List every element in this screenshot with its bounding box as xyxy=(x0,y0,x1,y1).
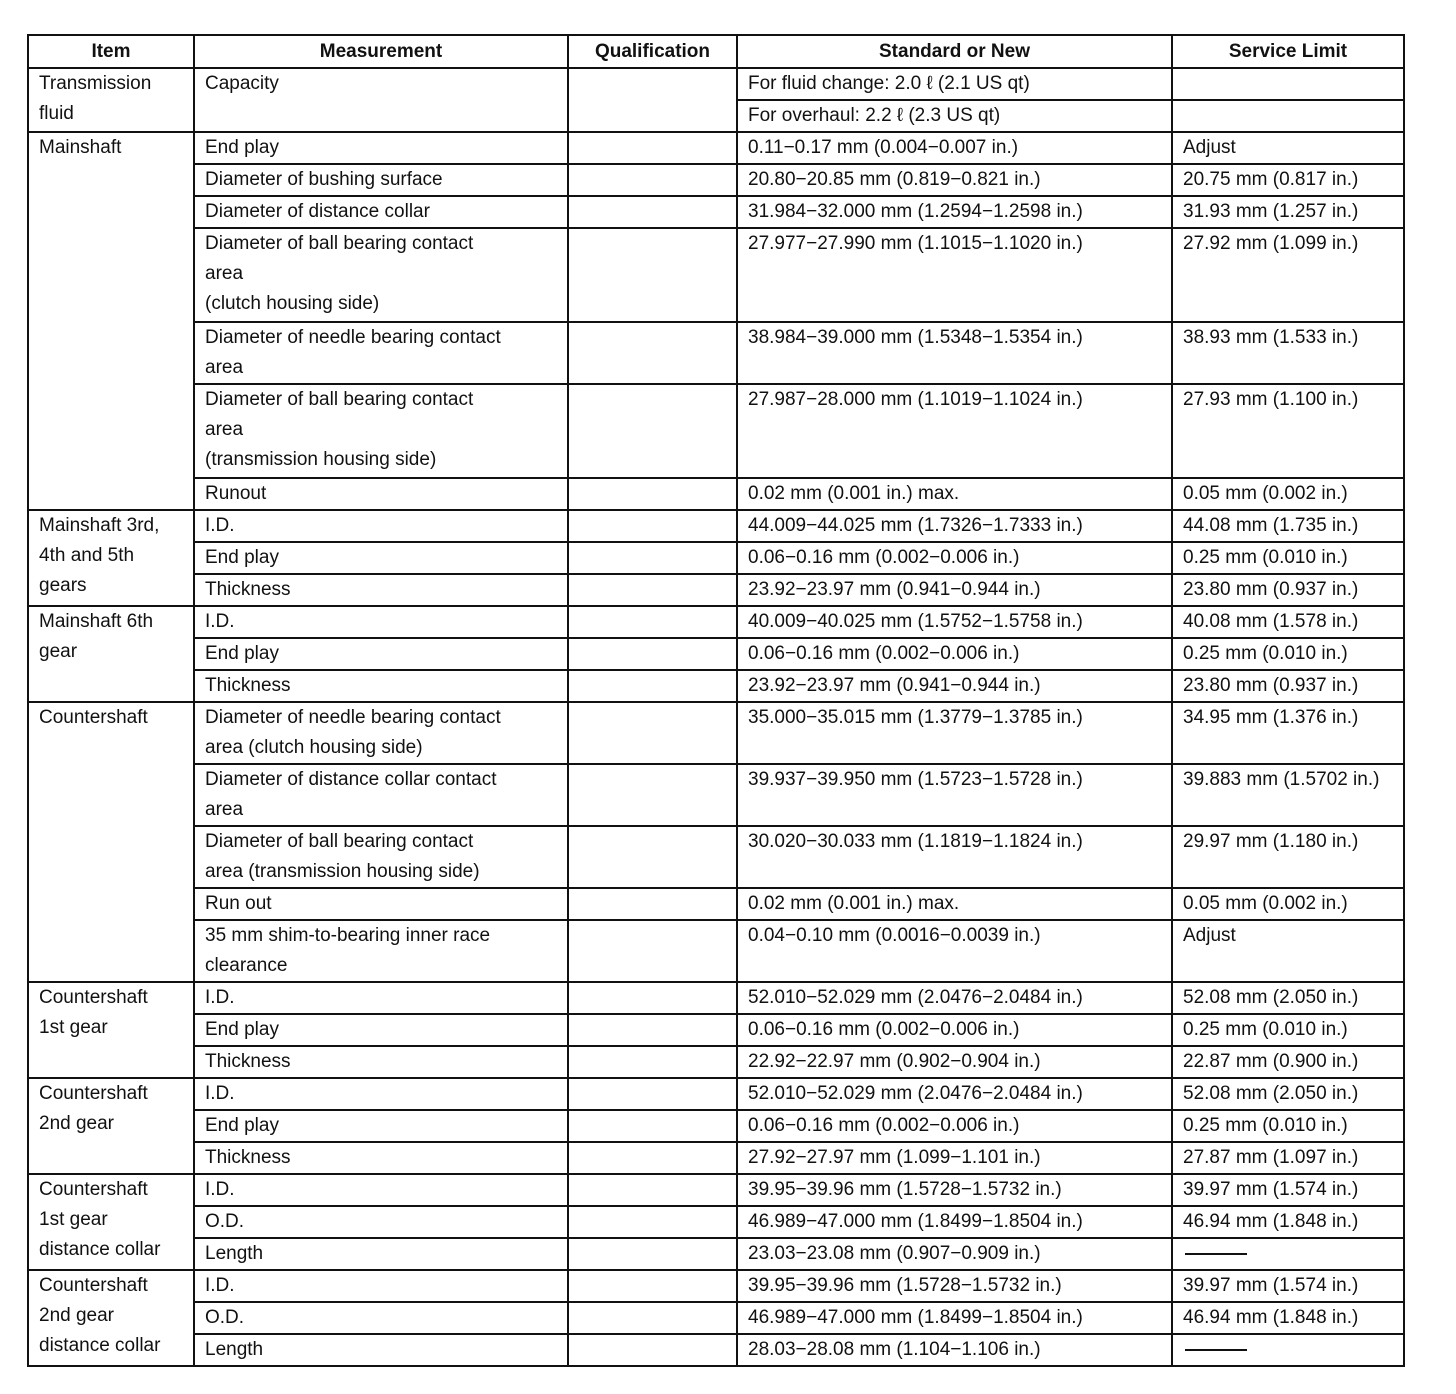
standard-cell: 23.03−23.08 mm (0.907−0.909 in.) xyxy=(737,1238,1172,1270)
table-row xyxy=(28,574,1404,606)
standard-cell: 0.11−0.17 mm (0.004−0.007 in.) xyxy=(737,132,1172,164)
standard-cell: 0.02 mm (0.001 in.) max. xyxy=(737,478,1172,510)
qualification-cell xyxy=(568,638,737,670)
standard-cell: 38.984−39.000 mm (1.5348−1.5354 in.) xyxy=(737,322,1172,384)
standard-cell: 35.000−35.015 mm (1.3779−1.3785 in.) xyxy=(737,702,1172,764)
service-limit-cell: 0.25 mm (0.010 in.) xyxy=(1172,638,1404,670)
qualification-cell xyxy=(568,542,737,574)
qualification-cell xyxy=(568,196,737,228)
qualification-cell xyxy=(568,322,737,384)
measurement-cell: End play xyxy=(194,132,568,164)
service-limit-cell xyxy=(1172,1238,1404,1270)
qualification-cell xyxy=(568,764,737,826)
measurement-cell: End play xyxy=(194,638,568,670)
item-cell: Countershaft 1st gear distance collar xyxy=(28,1174,194,1270)
standard-cell: 31.984−32.000 mm (1.2594−1.2598 in.) xyxy=(737,196,1172,228)
qualification-cell xyxy=(568,982,737,1014)
service-limit-cell: 27.93 mm (1.100 in.) xyxy=(1172,384,1404,478)
qualification-cell xyxy=(568,1270,737,1302)
qualification-cell xyxy=(568,384,737,478)
measurement-cell: Diameter of ball bearing contact area (transmission housing side) xyxy=(194,826,568,888)
header-row xyxy=(28,35,1404,68)
header-qualification: Qualification xyxy=(568,35,737,68)
service-limit-cell: 0.25 mm (0.010 in.) xyxy=(1172,542,1404,574)
standard-cell: 23.92−23.97 mm (0.941−0.944 in.) xyxy=(737,670,1172,702)
table-row xyxy=(28,606,1404,638)
standard-cell: For fluid change: 2.0 ℓ (2.1 US qt) xyxy=(737,68,1172,100)
table-row xyxy=(28,982,1404,1014)
table-row xyxy=(28,1238,1404,1270)
qualification-cell xyxy=(568,702,737,764)
table-row xyxy=(28,1110,1404,1142)
measurement-cell: 35 mm shim-to-bearing inner race clearance xyxy=(194,920,568,982)
measurement-cell: I.D. xyxy=(194,1078,568,1110)
standard-cell: 22.92−22.97 mm (0.902−0.904 in.) xyxy=(737,1046,1172,1078)
measurement-cell: Diameter of distance collar xyxy=(194,196,568,228)
service-limit-cell: 39.97 mm (1.574 in.) xyxy=(1172,1270,1404,1302)
standard-cell: 23.92−23.97 mm (0.941−0.944 in.) xyxy=(737,574,1172,606)
qualification-cell xyxy=(568,68,737,132)
header-service-limit: Service Limit xyxy=(1172,35,1404,68)
table-row xyxy=(28,196,1404,228)
service-limit-cell xyxy=(1172,100,1404,132)
standard-cell: 20.80−20.85 mm (0.819−0.821 in.) xyxy=(737,164,1172,196)
table-row xyxy=(28,68,1404,100)
service-limit-cell: 39.883 mm (1.5702 in.) xyxy=(1172,764,1404,826)
service-limit-cell: Adjust xyxy=(1172,920,1404,982)
measurement-cell: Diameter of bushing surface xyxy=(194,164,568,196)
measurement-cell: Thickness xyxy=(194,1142,568,1174)
qualification-cell xyxy=(568,920,737,982)
measurement-cell: Diameter of ball bearing contact area (clutch housing side) xyxy=(194,228,568,322)
table-row xyxy=(28,826,1404,888)
table-row xyxy=(28,510,1404,542)
measurement-cell: O.D. xyxy=(194,1302,568,1334)
table-row xyxy=(28,1078,1404,1110)
standard-cell: 28.03−28.08 mm (1.104−1.106 in.) xyxy=(737,1334,1172,1366)
table-row xyxy=(28,1270,1404,1302)
table-row xyxy=(28,1014,1404,1046)
service-limit-cell: 39.97 mm (1.574 in.) xyxy=(1172,1174,1404,1206)
measurement-cell: Runout xyxy=(194,478,568,510)
measurement-cell: I.D. xyxy=(194,1174,568,1206)
qualification-cell xyxy=(568,1238,737,1270)
qualification-cell xyxy=(568,606,737,638)
table-row xyxy=(28,638,1404,670)
measurement-cell: Diameter of needle bearing contact area (clutch housing side) xyxy=(194,702,568,764)
measurement-cell: End play xyxy=(194,1110,568,1142)
measurement-cell: Thickness xyxy=(194,670,568,702)
service-limit-cell: 0.05 mm (0.002 in.) xyxy=(1172,478,1404,510)
standard-cell: 27.977−27.990 mm (1.1015−1.1020 in.) xyxy=(737,228,1172,322)
qualification-cell xyxy=(568,826,737,888)
service-limit-cell: 34.95 mm (1.376 in.) xyxy=(1172,702,1404,764)
table-row xyxy=(28,132,1404,164)
header-standard: Standard or New xyxy=(737,35,1172,68)
qualification-cell xyxy=(568,510,737,542)
qualification-cell xyxy=(568,164,737,196)
measurement-cell: Run out xyxy=(194,888,568,920)
service-limit-cell: 0.05 mm (0.002 in.) xyxy=(1172,888,1404,920)
qualification-cell xyxy=(568,888,737,920)
measurement-cell: End play xyxy=(194,542,568,574)
header-measurement: Measurement xyxy=(194,35,568,68)
table-row xyxy=(28,1334,1404,1366)
service-limit-cell: 46.94 mm (1.848 in.) xyxy=(1172,1206,1404,1238)
standard-cell: 27.987−28.000 mm (1.1019−1.1024 in.) xyxy=(737,384,1172,478)
measurement-cell: I.D. xyxy=(194,982,568,1014)
standard-cell: 39.937−39.950 mm (1.5723−1.5728 in.) xyxy=(737,764,1172,826)
qualification-cell xyxy=(568,1174,737,1206)
service-limit-cell xyxy=(1172,68,1404,100)
item-cell: Countershaft 2nd gear distance collar xyxy=(28,1270,194,1366)
standard-cell: 39.95−39.96 mm (1.5728−1.5732 in.) xyxy=(737,1270,1172,1302)
standard-cell: 40.009−40.025 mm (1.5752−1.5758 in.) xyxy=(737,606,1172,638)
standard-cell: 30.020−30.033 mm (1.1819−1.1824 in.) xyxy=(737,826,1172,888)
item-cell: Countershaft xyxy=(28,702,194,982)
service-limit-cell: 0.25 mm (0.010 in.) xyxy=(1172,1014,1404,1046)
service-limit-cell: 20.75 mm (0.817 in.) xyxy=(1172,164,1404,196)
measurement-cell: I.D. xyxy=(194,1270,568,1302)
service-limit-cell: 31.93 mm (1.257 in.) xyxy=(1172,196,1404,228)
table-row xyxy=(28,542,1404,574)
standard-cell: 0.06−0.16 mm (0.002−0.006 in.) xyxy=(737,1110,1172,1142)
table-row xyxy=(28,920,1404,982)
service-limit-cell: 29.97 mm (1.180 in.) xyxy=(1172,826,1404,888)
item-cell: Mainshaft 3rd, 4th and 5th gears xyxy=(28,510,194,606)
table-row xyxy=(28,1046,1404,1078)
table-row xyxy=(28,1174,1404,1206)
qualification-cell xyxy=(568,228,737,322)
service-limit-cell: 52.08 mm (2.050 in.) xyxy=(1172,1078,1404,1110)
service-limit-cell: 22.87 mm (0.900 in.) xyxy=(1172,1046,1404,1078)
measurement-cell: I.D. xyxy=(194,606,568,638)
no-limit-dash xyxy=(1185,1253,1247,1255)
table-row xyxy=(28,1302,1404,1334)
service-limit-cell: 52.08 mm (2.050 in.) xyxy=(1172,982,1404,1014)
standard-cell: 39.95−39.96 mm (1.5728−1.5732 in.) xyxy=(737,1174,1172,1206)
table-row xyxy=(28,1206,1404,1238)
qualification-cell xyxy=(568,1078,737,1110)
table-row xyxy=(28,702,1404,764)
standard-cell: For overhaul: 2.2 ℓ (2.3 US qt) xyxy=(737,100,1172,132)
standard-cell: 46.989−47.000 mm (1.8499−1.8504 in.) xyxy=(737,1302,1172,1334)
table-row xyxy=(28,670,1404,702)
measurement-cell: Length xyxy=(194,1334,568,1366)
service-limit-cell: Adjust xyxy=(1172,132,1404,164)
qualification-cell xyxy=(568,574,737,606)
qualification-cell xyxy=(568,670,737,702)
table-row xyxy=(28,164,1404,196)
measurement-cell: Diameter of distance collar contact area xyxy=(194,764,568,826)
service-limit-cell: 27.87 mm (1.097 in.) xyxy=(1172,1142,1404,1174)
standard-cell: 0.02 mm (0.001 in.) max. xyxy=(737,888,1172,920)
table-row xyxy=(28,228,1404,322)
qualification-cell xyxy=(568,132,737,164)
qualification-cell xyxy=(568,1302,737,1334)
qualification-cell xyxy=(568,1014,737,1046)
no-limit-dash xyxy=(1185,1349,1247,1351)
standard-cell: 52.010−52.029 mm (2.0476−2.0484 in.) xyxy=(737,1078,1172,1110)
service-limit-cell xyxy=(1172,1334,1404,1366)
service-limit-cell: 23.80 mm (0.937 in.) xyxy=(1172,670,1404,702)
table-row xyxy=(28,478,1404,510)
measurement-cell: O.D. xyxy=(194,1206,568,1238)
item-cell: Mainshaft xyxy=(28,132,194,510)
table-row xyxy=(28,1142,1404,1174)
standard-cell: 46.989−47.000 mm (1.8499−1.8504 in.) xyxy=(737,1206,1172,1238)
table-row xyxy=(28,764,1404,826)
standard-cell: 44.009−44.025 mm (1.7326−1.7333 in.) xyxy=(737,510,1172,542)
service-limit-cell: 40.08 mm (1.578 in.) xyxy=(1172,606,1404,638)
service-limit-cell: 0.25 mm (0.010 in.) xyxy=(1172,1110,1404,1142)
measurement-cell: Diameter of ball bearing contact area (transmission housing side) xyxy=(194,384,568,478)
service-limit-cell: 27.92 mm (1.099 in.) xyxy=(1172,228,1404,322)
service-limit-cell: 46.94 mm (1.848 in.) xyxy=(1172,1302,1404,1334)
measurement-cell: Thickness xyxy=(194,574,568,606)
item-cell: Countershaft 2nd gear xyxy=(28,1078,194,1174)
qualification-cell xyxy=(568,1334,737,1366)
service-limit-cell: 44.08 mm (1.735 in.) xyxy=(1172,510,1404,542)
specifications-table xyxy=(27,34,1405,1367)
standard-cell: 0.06−0.16 mm (0.002−0.006 in.) xyxy=(737,542,1172,574)
qualification-cell xyxy=(568,1142,737,1174)
item-cell: Countershaft 1st gear xyxy=(28,982,194,1078)
qualification-cell xyxy=(568,1110,737,1142)
standard-cell: 52.010−52.029 mm (2.0476−2.0484 in.) xyxy=(737,982,1172,1014)
table-row xyxy=(28,888,1404,920)
service-limit-cell: 23.80 mm (0.937 in.) xyxy=(1172,574,1404,606)
service-limit-cell: 38.93 mm (1.533 in.) xyxy=(1172,322,1404,384)
table-row xyxy=(28,384,1404,478)
qualification-cell xyxy=(568,1206,737,1238)
standard-cell: 0.06−0.16 mm (0.002−0.006 in.) xyxy=(737,638,1172,670)
measurement-cell: Diameter of needle bearing contact area xyxy=(194,322,568,384)
item-cell: Transmission fluid xyxy=(28,68,194,132)
table-body xyxy=(28,68,1404,1366)
item-cell: Mainshaft 6th gear xyxy=(28,606,194,702)
measurement-cell: End play xyxy=(194,1014,568,1046)
qualification-cell xyxy=(568,1046,737,1078)
standard-cell: 0.04−0.10 mm (0.0016−0.0039 in.) xyxy=(737,920,1172,982)
measurement-cell: Capacity xyxy=(194,68,568,132)
qualification-cell xyxy=(568,478,737,510)
measurement-cell: Length xyxy=(194,1238,568,1270)
standard-cell: 27.92−27.97 mm (1.099−1.101 in.) xyxy=(737,1142,1172,1174)
standard-cell: 0.06−0.16 mm (0.002−0.006 in.) xyxy=(737,1014,1172,1046)
measurement-cell: Thickness xyxy=(194,1046,568,1078)
header-item: Item xyxy=(28,35,194,68)
measurement-cell: I.D. xyxy=(194,510,568,542)
table-row xyxy=(28,322,1404,384)
